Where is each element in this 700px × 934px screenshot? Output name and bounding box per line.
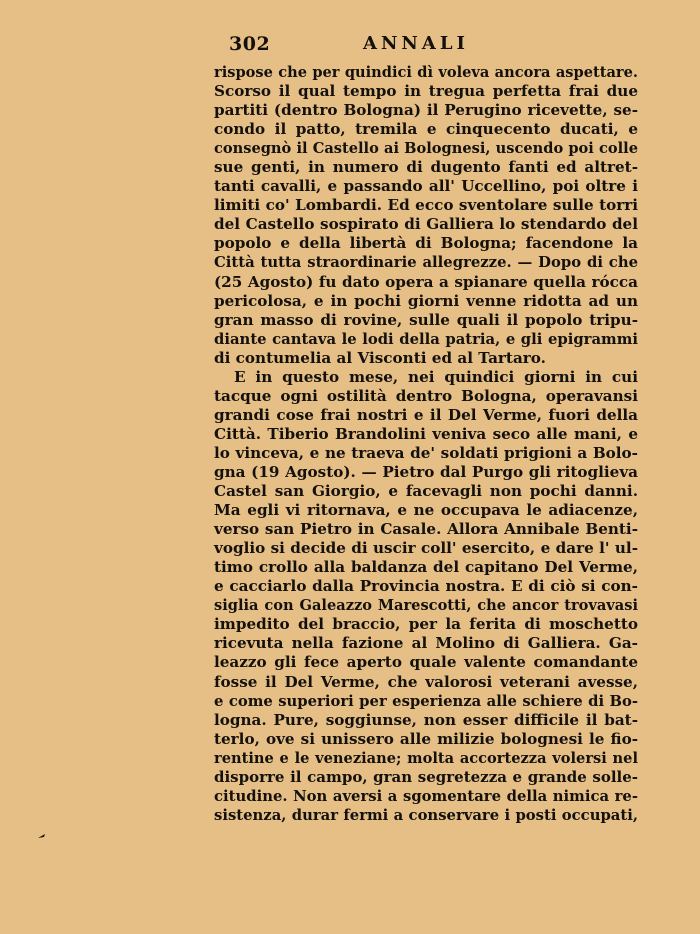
text-line: partiti (dentro Bologna) il Perugino ricevette, se- [214,101,638,120]
text-line: del Castello sospirato di Galliera lo stendardo del [214,215,638,234]
text-line: Città tutta straordinarie allegrezze. — Dopo di che [214,254,638,272]
text-line: E in questo mese, nei quindici giorni in cui [234,367,638,386]
text-line: disporre il campo, gran segretezza e grande solle- [214,767,638,786]
text-line: Ma egli vi ritornava, e ne occupava le adiacenze, [214,501,638,520]
text-line: fosse il Del Verme, che valorosi veterani avesse, [214,672,638,691]
text-line: ricevuta nella fazione al Molino di Galliera. Ga- [214,634,638,653]
text-line: pericolosa, e in pochi giorni venne ridotta ad un [214,291,638,310]
text-line: e come superiori per esperienza alle schiere di Bo- [214,692,638,710]
text-line: leazzo gli fece aperto quale valente comandante [214,653,638,672]
text-line: gran masso di rovine, sulle quali il popolo tripu- [214,310,638,329]
text-line: Città. Tiberio Brandolini veniva seco alle mani, e [214,424,638,443]
text-line: sistenza, durar fermi a conservare i posti occupati, [214,806,638,824]
text-line: (25 Agosto) fu dato opera a spianare quella rócca [214,272,638,291]
text-line: grandi cose frai nostri e il Del Verme, fuori della [214,405,638,424]
text-line: Castel san Giorgio, e facevagli non pochi danni. [214,482,638,501]
text-line: sue genti, in numero di dugento fanti ed altret- [214,158,638,177]
text-line: di contumelia al Visconti ed al Tartaro. [214,348,546,367]
text-line: rispose che per quindici dì voleva ancora aspettare. [214,64,638,81]
text-line: Scorso il qual tempo in tregua perfetta frai due [214,82,638,101]
text-line: tacque ogni ostilità dentro Bologna, operavansi [214,386,638,405]
text-line: tanti cavalli, e passando all' Uccellino, poi oltre i [214,177,638,196]
text-line: diante cantava le lodi della patria, e gli epigrammi [214,330,638,348]
text-line: condo il patto, tremila e cinquecento ducati, e [214,120,638,139]
page-number: 302 [229,33,271,55]
text-line: impedito del braccio, per la ferita di moschetto [214,615,638,634]
text-line: siglia con Galeazzo Marescotti, che ancor trovavasi [214,597,638,615]
text-line: terlo, ove si unissero alle milizie bolognesi le fio- [214,729,638,748]
text-line: timo crollo alla baldanza del capitano Del Verme, [214,558,638,577]
running-head: ANNALI [363,33,469,54]
text-line: e cacciarlo dalla Provincia nostra. E di ciò si con- [214,577,638,596]
text-line: gna (19 Agosto). — Pietro dal Purgo gli ritoglieva [214,462,638,481]
text-line: popolo e della libertà di Bologna; facendone la [214,234,638,253]
text-line: limiti co' Lombardi. Ed ecco sventolare sulle torri [214,196,638,215]
text-line: rentine e le veneziane; molta accortezza volersi nel [214,749,638,767]
text-line: citudine. Non aversi a sgomentare della nimica re- [214,787,638,805]
text-line: consegnò il Castello ai Bolognesi, uscendo poi colle [214,140,638,158]
text-line: voglio si decide di uscir coll' esercito, e dare l' ul- [214,539,638,558]
text-line: verso san Pietro in Casale. Allora Annibale Benti- [214,520,638,539]
text-line: lo vinceva, e ne traeva de' soldati prigioni a Bolo- [214,443,638,462]
text-line: logna. Pure, soggiunse, non esser difficile il bat- [214,710,638,729]
